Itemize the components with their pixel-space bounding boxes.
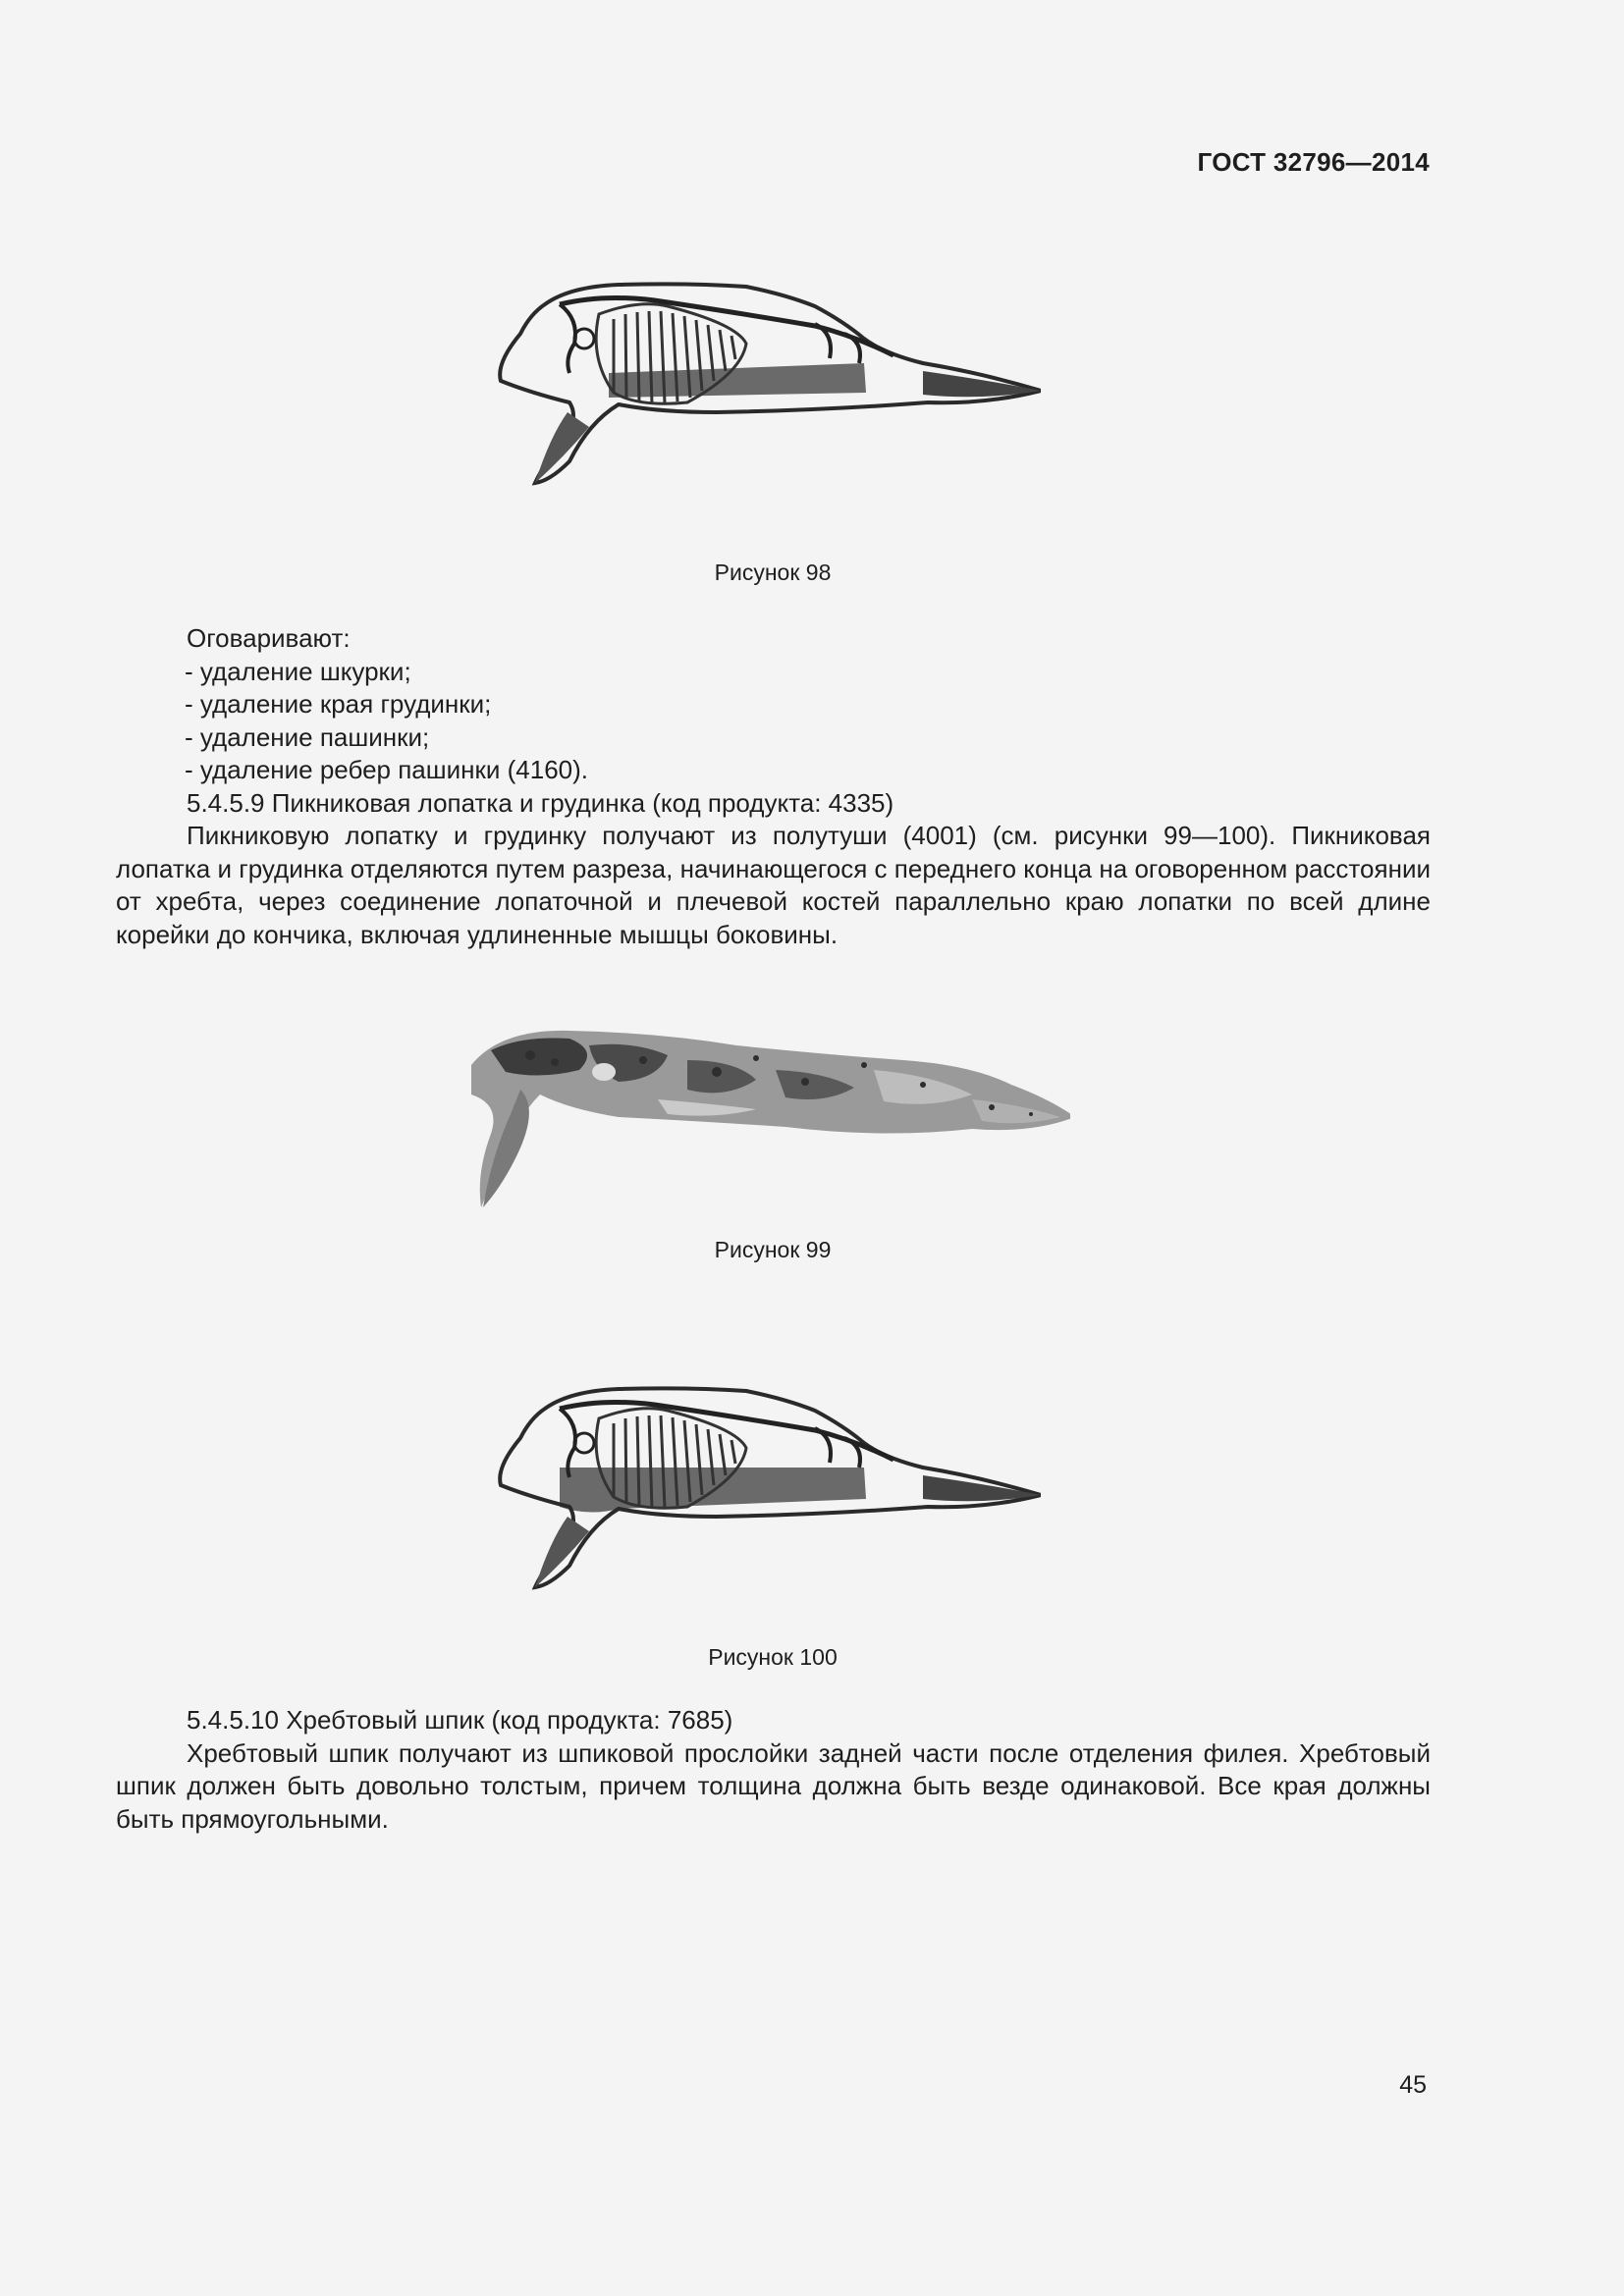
- carcass-skeleton-diagram-98: [491, 265, 1041, 491]
- figure-100: [0, 1369, 1624, 1670]
- document-code-header: ГОСТ 32796—2014: [1197, 147, 1430, 177]
- list-item: - удаление края грудинки;: [185, 689, 492, 719]
- figure-99: [0, 1011, 1624, 1262]
- section-paragraph: Хребтовый шпик получают из шпиковой прослойки задней части после отделения филея. Хребтовый шпик должен быть довольно толстым, причем толщина должна быть везде одинаковой. Все края должны быть прямоугольными.: [116, 1737, 1431, 1834]
- list-item: - удаление ребер пашинки (4160).: [185, 755, 588, 784]
- list-item: - удаление шкурки;: [185, 656, 411, 686]
- list-intro: Оговаривают:: [187, 623, 351, 653]
- section-heading: 5.4.5.9 Пикниковая лопатка и грудинка (код продукта: 4335): [187, 787, 894, 818]
- figure-98: [0, 265, 1624, 585]
- text-block-specifications: [116, 622, 1431, 951]
- picnic-shoulder-photo-99: [461, 1011, 1070, 1207]
- page-number: 45: [1399, 2071, 1427, 2099]
- text-block-back-fat: [116, 1704, 1431, 1836]
- section-heading: 5.4.5.10 Хребтовый шпик (код продукта: 7685): [187, 1705, 733, 1735]
- figure-caption: Рисунок 98: [714, 560, 832, 585]
- section-paragraph: Пикниковую лопатку и грудинку получают из полутуши (4001) (см. рисунки 99—100). Пикниковая лопатка и грудинка отделяются путем разреза, начинающегося с переднего конца на оговоренном расстоянии от хребта, через соединение лопаточной и плечевой костей параллельно краю лопатки по всей длине корейки до кончика, включая удлиненные мышцы боковины.: [116, 821, 1431, 949]
- list-item: - удаление пашинки;: [185, 721, 430, 752]
- figure-caption: Рисунок 100: [708, 1644, 838, 1670]
- figure-caption: Рисунок 99: [714, 1237, 832, 1262]
- carcass-skeleton-diagram-100: [491, 1369, 1041, 1595]
